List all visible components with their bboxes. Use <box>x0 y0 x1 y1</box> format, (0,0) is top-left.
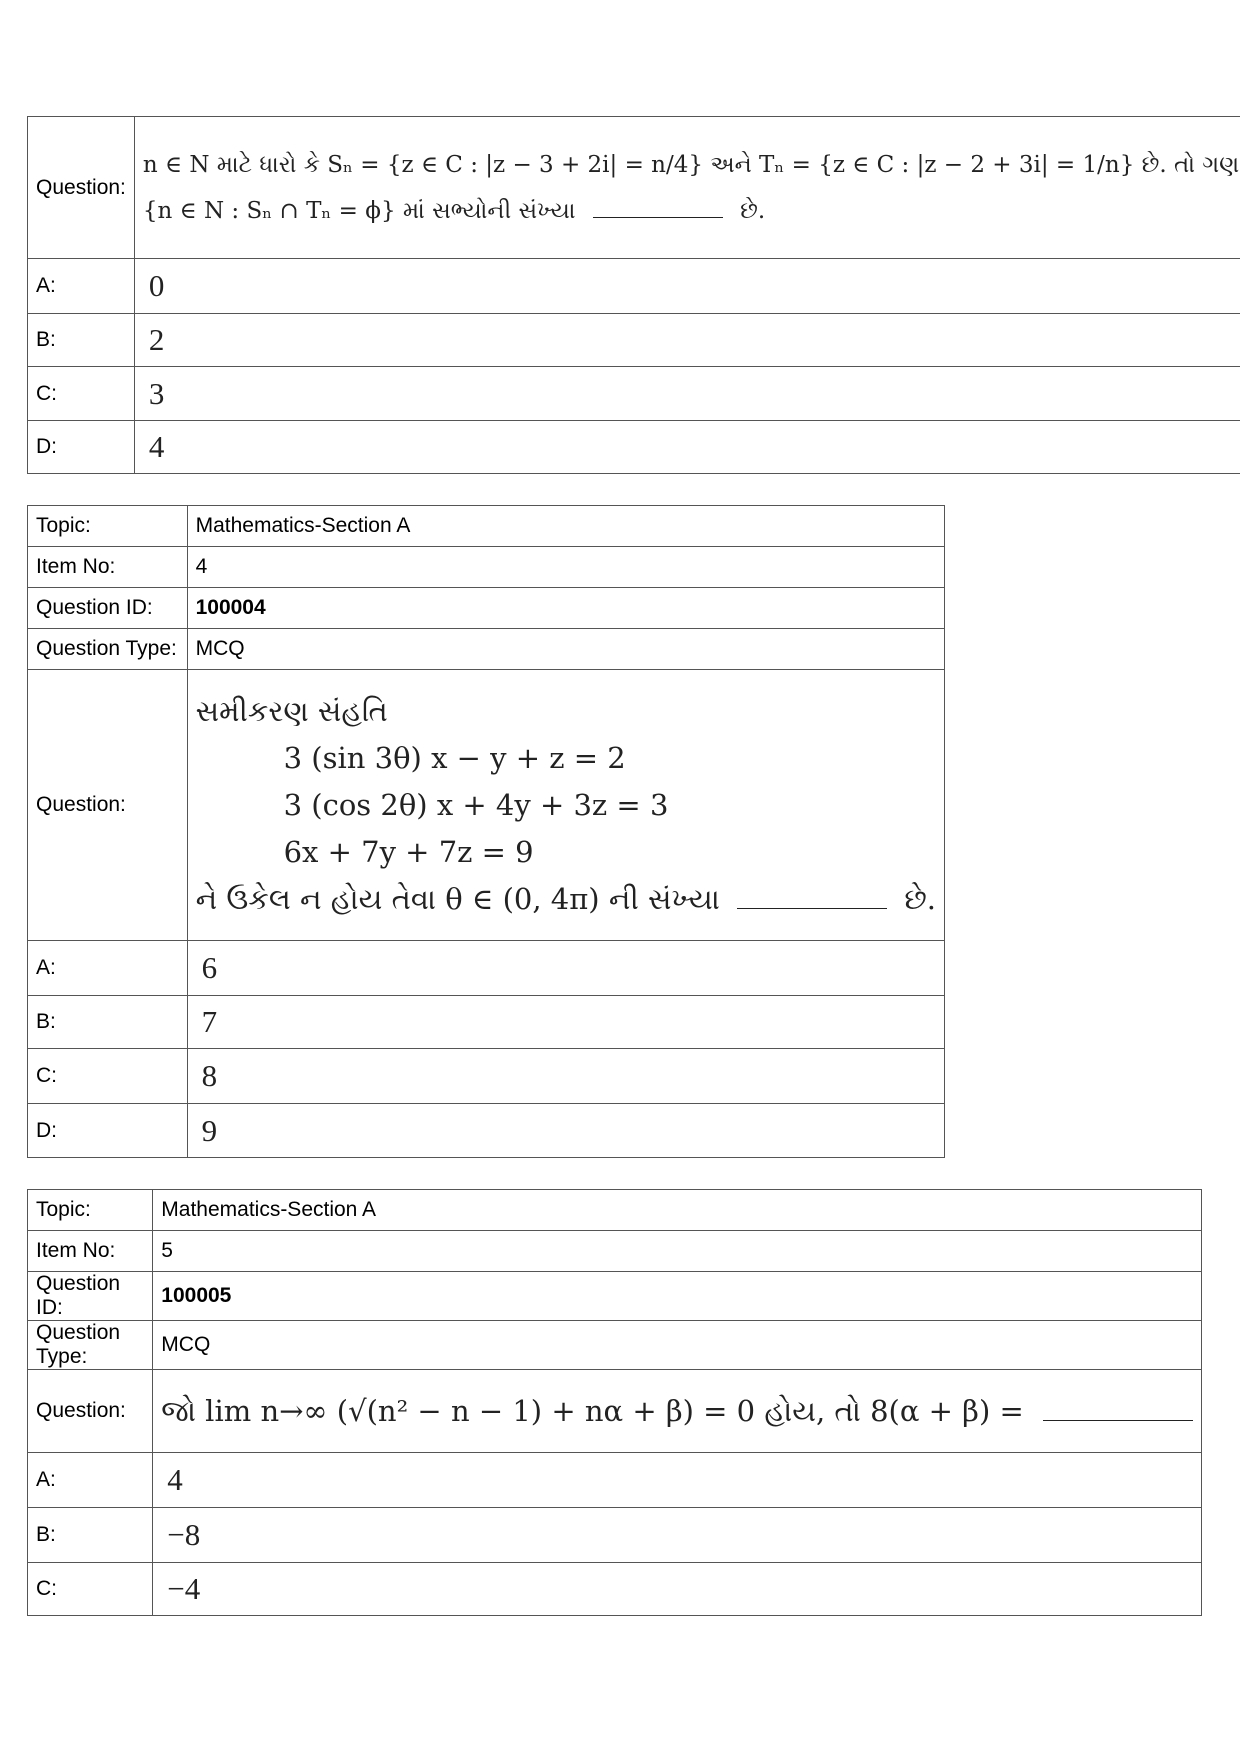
option-label-c: C: <box>28 1049 188 1104</box>
option-row-a <box>28 259 1240 314</box>
option-row-b <box>28 1508 1202 1563</box>
option-label-b: B: <box>28 996 188 1049</box>
answer-blank <box>737 908 887 909</box>
question-line-2-text: {n ∈ N : Sₙ ∩ Tₙ = ϕ} માં સભ્યોની સંખ્યા <box>142 197 576 224</box>
question-type-row <box>28 1321 1202 1370</box>
option-row-c <box>28 367 1240 421</box>
item-no-value: 4 <box>187 547 944 588</box>
option-row-c <box>28 1563 1202 1616</box>
option-value-b: −8 <box>153 1508 1202 1563</box>
option-label-a: A: <box>28 1453 153 1508</box>
topic-row <box>28 1190 1202 1231</box>
question-label: Question: <box>28 670 188 941</box>
option-row-b <box>28 996 945 1049</box>
question-end-text: ને ઉકેલ ન હોય તેવા θ ∈ (0, 4π) ની સંખ્યા <box>195 881 720 916</box>
item-no-row <box>28 547 945 588</box>
question-id-row <box>28 1272 1202 1321</box>
option-value-a: 0 <box>134 259 1240 314</box>
question-line-1: n ∈ N માટે ધારો કે Sₙ = {z ∈ C : |z − 3 + 2i| = n/4} અને Tₙ = {z ∈ C : |z − 2 + 3i| = 1/n} છે. તો ગણ <box>142 151 1240 178</box>
option-row-a <box>28 1453 1202 1508</box>
question-id-row <box>28 588 945 629</box>
question-row <box>28 1370 1202 1453</box>
item-no-value: 5 <box>153 1231 1202 1272</box>
question-text <box>153 1370 1202 1453</box>
option-value-c: 3 <box>134 367 1240 421</box>
option-value-a: 6 <box>187 941 944 996</box>
option-value-b: 2 <box>134 314 1240 367</box>
question-row <box>28 670 945 941</box>
option-label-a: A: <box>28 941 188 996</box>
question-line-2 <box>143 188 1239 234</box>
option-row-d <box>28 1104 945 1158</box>
question-equation: જો lim n→∞ (√(n² − n − 1) + nα + β) = 0 હોય, તો 8(α + β) = <box>161 1393 1024 1428</box>
question-label: Question: <box>28 1370 153 1453</box>
question-id-value: 100005 <box>153 1272 1202 1321</box>
answer-blank <box>593 217 723 218</box>
option-row-b <box>28 314 1240 367</box>
option-value-d: 9 <box>187 1104 944 1158</box>
question-id-label: Question ID: <box>28 1272 153 1321</box>
question-label: Question: <box>28 117 135 259</box>
item-no-row <box>28 1231 1202 1272</box>
question-intro: સમીકરણ સંહતિ <box>195 693 388 728</box>
option-row-a <box>28 941 945 996</box>
option-label-c: C: <box>28 367 135 421</box>
question-text <box>187 670 944 941</box>
option-label-d: D: <box>28 1104 188 1158</box>
equation-3: 6x + 7y + 7z = 9 <box>283 834 534 869</box>
topic-label: Topic: <box>28 506 188 547</box>
question-row <box>28 117 1240 259</box>
option-label-c: C: <box>28 1563 153 1616</box>
question-table-3 <box>27 116 1240 474</box>
question-line-2-end: છે. <box>740 197 766 224</box>
question-type-value: MCQ <box>153 1321 1202 1370</box>
option-row-c <box>28 1049 945 1104</box>
equation-1: 3 (sin 3θ) x − y + z = 2 <box>283 740 626 775</box>
question-type-row <box>28 629 945 670</box>
equation-2: 3 (cos 2θ) x + 4y + 3z = 3 <box>283 787 669 822</box>
question-id-value: 100004 <box>187 588 944 629</box>
topic-value: Mathematics-Section A <box>187 506 944 547</box>
option-label-a: A: <box>28 259 135 314</box>
option-value-d: 4 <box>134 421 1240 474</box>
question-table-4 <box>27 505 945 1158</box>
option-row-d <box>28 421 1240 474</box>
question-type-label: Question Type: <box>28 629 188 670</box>
option-label-b: B: <box>28 314 135 367</box>
question-end <box>196 876 936 923</box>
question-table-5 <box>27 1189 1202 1616</box>
question-text <box>134 117 1240 259</box>
item-no-label: Item No: <box>28 1231 153 1272</box>
option-label-b: B: <box>28 1508 153 1563</box>
question-type-value: MCQ <box>187 629 944 670</box>
topic-row <box>28 506 945 547</box>
topic-value: Mathematics-Section A <box>153 1190 1202 1231</box>
option-value-c: 8 <box>187 1049 944 1104</box>
option-label-d: D: <box>28 421 135 474</box>
option-value-c: −4 <box>153 1563 1202 1616</box>
question-id-label: Question ID: <box>28 588 188 629</box>
question-end-tail: છે. <box>904 881 936 916</box>
question-type-label: Question Type: <box>28 1321 153 1370</box>
option-value-a: 4 <box>153 1453 1202 1508</box>
answer-blank <box>1043 1420 1193 1421</box>
item-no-label: Item No: <box>28 547 188 588</box>
option-value-b: 7 <box>187 996 944 1049</box>
topic-label: Topic: <box>28 1190 153 1231</box>
